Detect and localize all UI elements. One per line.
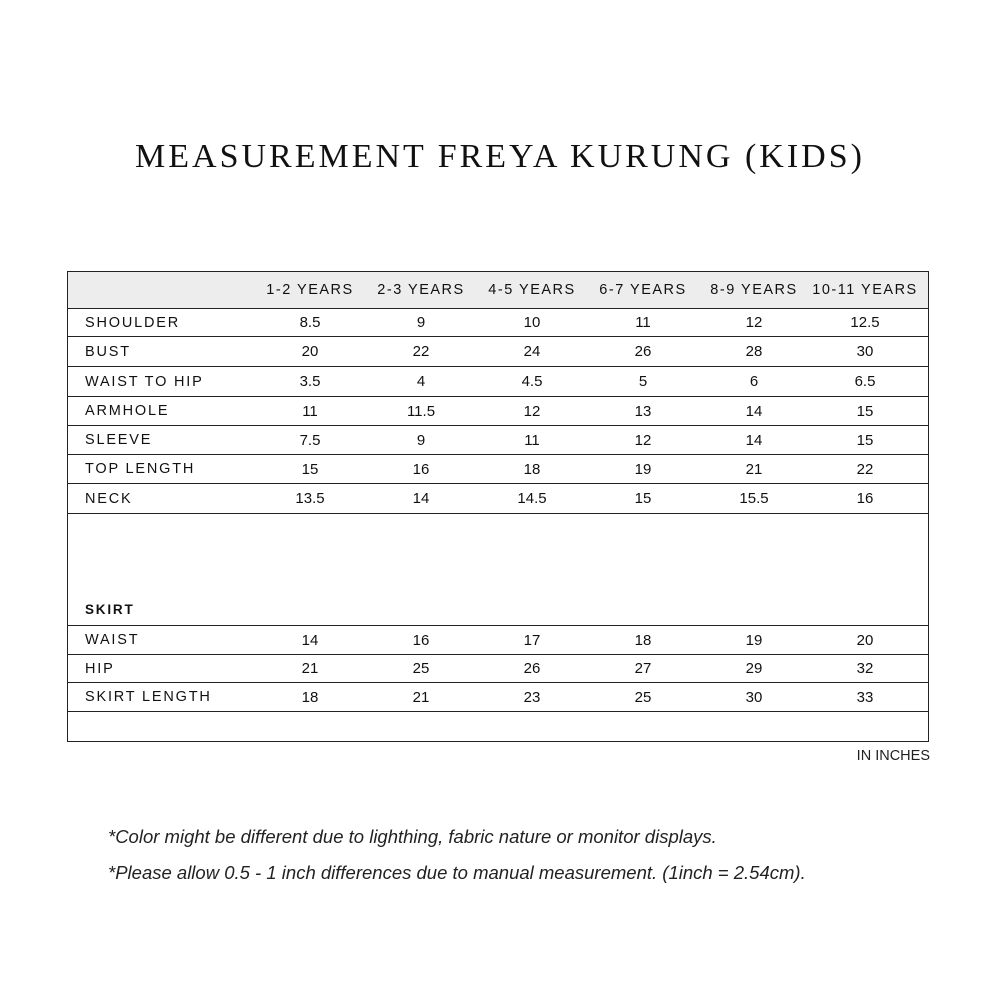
table-cell: 15 [856,402,874,420]
table-cell: 24 [523,343,541,360]
table-cell: 11 [524,431,540,449]
table-cell: 13 [634,402,652,420]
table-row [68,484,928,514]
table-cell: 21 [301,660,319,677]
table-cell: 27 [634,660,652,677]
table-cell: 21 [412,688,430,706]
row-label: TOP LENGTH [85,461,196,477]
column-header: 1-2 YEARS [266,282,354,298]
table-cell: 14 [745,402,763,420]
table-cell: 8.5 [299,314,321,331]
table-cell: 16 [856,490,874,507]
column-header: 8-9 YEARS [710,282,798,298]
row-label: SKIRT LENGTH [85,689,212,705]
table-cell: 30 [745,688,763,706]
table-cell: 9 [416,314,426,331]
table-cell: 30 [856,343,874,360]
column-header: 10-11 YEARS [812,282,918,298]
table-cell: 21 [745,460,763,478]
table-cell: 14 [745,431,763,449]
table-row [68,683,928,712]
table-cell: 4 [416,373,426,390]
row-label: NECK [85,490,133,507]
section-spacer-row [68,514,928,626]
table-cell: 20 [301,343,319,360]
table-cell: 14 [412,490,430,507]
table-cell: 26 [523,660,541,677]
table-cell: 33 [856,688,874,706]
table-row [68,455,928,484]
row-label: WAIST [85,632,140,648]
disclaimer-note: *Color might be different due to lighthing, fabric nature or monitor displays. [108,826,717,847]
row-label: BUST [85,343,131,360]
table-cell: 9 [416,431,426,449]
table-cell: 29 [745,660,763,677]
page-title: MEASUREMENT FREYA KURUNG (KIDS) [135,138,865,175]
table-cell: 18 [634,631,652,649]
table-cell: 15.5 [739,490,769,507]
table-cell: 15 [301,460,319,478]
table-cell: 15 [856,431,874,449]
table-cell: 10 [523,314,541,331]
row-label: ARMHOLE [85,403,170,419]
table-cell: 5 [638,373,648,390]
table-row [68,655,928,683]
table-cell: 11 [302,402,318,420]
table-cell: 22 [412,343,430,360]
table-cell: 6.5 [854,373,876,390]
table-cell: 16 [412,631,430,649]
table-row [68,397,928,426]
table-cell: 26 [634,343,652,360]
table-cell: 4.5 [521,373,543,390]
table-cell: 18 [301,688,319,706]
table-cell: 7.5 [299,431,321,449]
table-cell: 15 [634,490,652,507]
row-label: WAIST TO HIP [85,373,204,390]
table-cell: 3.5 [299,373,321,390]
table-header-row [68,272,928,309]
table-cell: 11 [635,314,651,331]
table-cell: 20 [856,631,874,649]
table-cell: 32 [856,660,874,677]
table-row [68,367,928,397]
table-cell: 18 [523,460,541,478]
table-cell: 19 [745,631,763,649]
table-cell: 16 [412,460,430,478]
table-row [68,309,928,337]
table-cell: 13.5 [295,490,325,507]
table-cell: 12 [634,431,652,449]
table-cell: 25 [634,688,652,706]
row-label: SLEEVE [85,432,153,448]
table-cell: 14.5 [517,490,547,507]
table-cell: 22 [856,460,874,478]
table-cell: 12.5 [850,314,880,331]
measurement-table [67,271,929,742]
table-cell: 19 [634,460,652,478]
table-cell: 6 [749,373,759,390]
table-cell: 28 [745,343,763,360]
table-cell: 12 [523,402,541,420]
unit-note: IN INCHES [856,748,930,764]
table-row [68,337,928,367]
column-header: 6-7 YEARS [599,282,687,298]
row-label: HIP [85,660,115,677]
table-cell: 25 [412,660,430,677]
table-row [68,426,928,455]
table-cell: 23 [523,688,541,706]
disclaimer-note: *Please allow 0.5 - 1 inch differences due to manual measurement. (1inch = 2.54cm). [108,862,806,883]
skirt-section-label: SKIRT [85,602,135,617]
row-label: SHOULDER [85,314,180,331]
table-cell: 11.5 [406,402,436,420]
table-row [68,626,928,655]
column-header: 2-3 YEARS [377,282,465,298]
column-header: 4-5 YEARS [488,282,576,298]
table-cell: 12 [745,314,763,331]
table-cell: 14 [301,631,319,649]
table-cell: 17 [523,631,541,649]
